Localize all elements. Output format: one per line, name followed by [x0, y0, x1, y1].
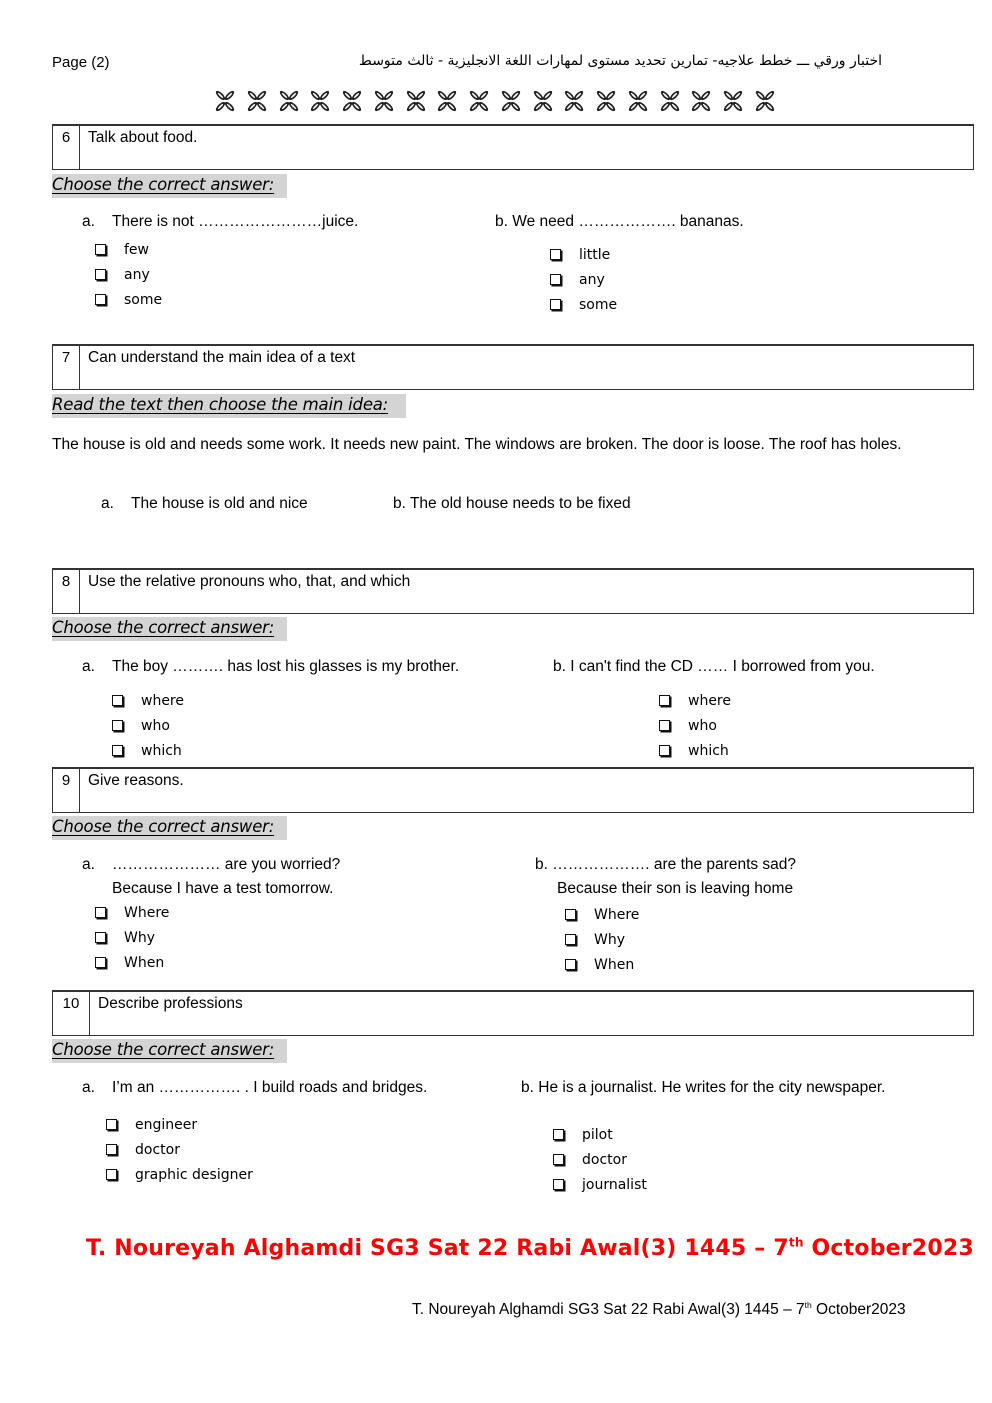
- question-label: a.: [82, 856, 95, 873]
- choice-text: The old house needs to be fixed: [409, 495, 631, 512]
- objective-number: 6: [53, 126, 80, 169]
- options-8a: [112, 688, 184, 763]
- option-label: When: [124, 954, 165, 971]
- teacher-signature: [86, 1236, 974, 1261]
- option[interactable]: [95, 287, 162, 312]
- checkbox-icon[interactable]: [95, 957, 106, 968]
- section-heading: Choose the correct answer:: [52, 617, 287, 641]
- checkbox-icon[interactable]: [553, 1179, 564, 1190]
- question-text: ………………… are you worried?: [112, 856, 341, 873]
- options-9b: [565, 902, 639, 977]
- option-label: where: [688, 692, 731, 709]
- floral-ornament-icon: [247, 90, 267, 112]
- question-label: a.: [82, 1079, 95, 1096]
- question-9a-subtext: Because I have a test tomorrow.: [112, 880, 334, 897]
- footer-text-end: October2023: [811, 1301, 906, 1318]
- option[interactable]: [106, 1137, 253, 1162]
- option-label: journalist: [582, 1176, 647, 1193]
- option[interactable]: [553, 1172, 647, 1197]
- question-label: a.: [82, 658, 95, 675]
- question-label: a.: [82, 213, 95, 230]
- question-10b: [521, 1079, 885, 1097]
- options-8b: [659, 688, 731, 763]
- option-label: little: [579, 246, 611, 263]
- option-label: pilot: [582, 1126, 613, 1143]
- option[interactable]: [95, 900, 169, 925]
- reading-passage: The house is old and needs some work. It needs new paint. The windows are broken. The door is loose. The roof has holes.: [52, 436, 902, 453]
- choice-7a[interactable]: [101, 495, 308, 513]
- option-label: which: [141, 742, 182, 759]
- options-6a: [95, 237, 162, 312]
- option[interactable]: [659, 738, 731, 763]
- choice-label: b.: [393, 495, 406, 512]
- question-9b: [535, 856, 796, 874]
- option[interactable]: [95, 237, 162, 262]
- objective-box-7: [52, 344, 974, 390]
- question-label: b.: [553, 658, 566, 675]
- choice-text: The house is old and nice: [131, 495, 308, 512]
- option[interactable]: [112, 688, 184, 713]
- checkbox-icon[interactable]: [106, 1144, 117, 1155]
- checkbox-icon[interactable]: [95, 244, 106, 255]
- option-label: where: [141, 692, 184, 709]
- checkbox-icon[interactable]: [106, 1169, 117, 1180]
- floral-ornament-icon: [533, 90, 553, 112]
- option[interactable]: [659, 713, 731, 738]
- option[interactable]: [95, 925, 169, 950]
- page-footer: [412, 1301, 906, 1319]
- option[interactable]: [112, 713, 184, 738]
- page-number: Page (2): [52, 54, 110, 71]
- checkbox-icon[interactable]: [550, 299, 561, 310]
- checkbox-icon[interactable]: [659, 745, 670, 756]
- section-heading: Read the text then choose the main idea:: [52, 394, 406, 418]
- floral-ornament-icon: [596, 90, 616, 112]
- objective-number: 9: [53, 769, 80, 812]
- option[interactable]: [112, 738, 184, 763]
- checkbox-icon[interactable]: [550, 274, 561, 285]
- objective-number: 7: [53, 346, 80, 389]
- objective-text: Can understand the main idea of a text: [88, 349, 356, 366]
- floral-ornament-icon: [279, 90, 299, 112]
- checkbox-icon[interactable]: [95, 294, 106, 305]
- option[interactable]: [659, 688, 731, 713]
- checkbox-icon[interactable]: [112, 720, 123, 731]
- floral-ornament-icon: [660, 90, 680, 112]
- question-text: I’m an ……………. . I build roads and bridges.: [112, 1079, 428, 1096]
- section-heading: Choose the correct answer:: [52, 816, 287, 840]
- question-text: We need ………………. bananas.: [512, 213, 744, 230]
- option[interactable]: [553, 1122, 647, 1147]
- checkbox-icon[interactable]: [95, 907, 106, 918]
- signature-text-end: October2023: [803, 1236, 974, 1261]
- floral-ornament-icon: [469, 90, 489, 112]
- floral-ornament-icon: [723, 90, 743, 112]
- checkbox-icon[interactable]: [565, 934, 576, 945]
- option-label: Why: [594, 931, 626, 948]
- floral-ornament-icon: [374, 90, 394, 112]
- option-label: Why: [124, 929, 156, 946]
- options-6b: [550, 242, 617, 317]
- option-label: few: [124, 241, 149, 258]
- option-label: any: [124, 266, 150, 283]
- checkbox-icon[interactable]: [112, 695, 123, 706]
- signature-text: T. Noureyah Alghamdi SG3 Sat 22 Rabi Awal(3) 1445 – 7: [86, 1236, 789, 1261]
- checkbox-icon[interactable]: [659, 695, 670, 706]
- checkbox-icon[interactable]: [550, 249, 561, 260]
- floral-ornament-icon: [691, 90, 711, 112]
- option-label: some: [124, 291, 163, 308]
- floral-ornament-icon: [406, 90, 426, 112]
- choice-7b[interactable]: [393, 495, 631, 513]
- question-8b: [553, 658, 875, 676]
- checkbox-icon[interactable]: [106, 1119, 117, 1130]
- option[interactable]: [95, 950, 169, 975]
- option[interactable]: [106, 1112, 253, 1137]
- question-9a: [82, 856, 340, 874]
- option[interactable]: [550, 292, 617, 317]
- floral-ornament-icon: [437, 90, 457, 112]
- option-label: doctor: [135, 1141, 180, 1158]
- option-label: Where: [124, 904, 170, 921]
- objective-text: Describe professions: [98, 995, 243, 1012]
- section-heading: Choose the correct answer:: [52, 174, 287, 198]
- option[interactable]: [95, 262, 162, 287]
- objective-number: 10: [53, 992, 90, 1035]
- floral-ornament-icon: [342, 90, 362, 112]
- question-text: There is not ……………………juice.: [112, 213, 359, 230]
- floral-ornament-icon: [310, 90, 330, 112]
- option-label: graphic designer: [135, 1166, 253, 1183]
- objective-box-6: [52, 124, 974, 170]
- document-title: اختبار ورقي ـــ خطط علاجيه- تمارين تحديد مستوى لمهارات اللغة الانجليزية - ثالث متوسط: [358, 53, 882, 69]
- floral-ornament-icon: [755, 90, 775, 112]
- option[interactable]: [565, 902, 639, 927]
- objective-box-8: [52, 568, 974, 614]
- objective-number: 8: [53, 570, 80, 613]
- option[interactable]: [565, 927, 639, 952]
- signature-ordinal: th: [788, 1235, 804, 1250]
- option-label: who: [141, 717, 170, 734]
- question-6a: [82, 213, 358, 231]
- options-9a: [95, 900, 169, 975]
- objective-text: Use the relative pronouns who, that, and which: [88, 573, 411, 590]
- option[interactable]: [565, 952, 639, 977]
- checkbox-icon[interactable]: [95, 269, 106, 280]
- checkbox-icon[interactable]: [553, 1154, 564, 1165]
- checkbox-icon[interactable]: [95, 932, 106, 943]
- option-label: any: [579, 271, 605, 288]
- question-8a: [82, 658, 459, 676]
- option-label: who: [688, 717, 717, 734]
- floral-ornament-icon: [628, 90, 648, 112]
- option-label: doctor: [582, 1151, 627, 1168]
- question-6b: [495, 213, 744, 231]
- question-9b-subtext: Because their son is leaving home: [557, 880, 794, 897]
- floral-ornament-icon: [501, 90, 521, 112]
- option-label: When: [594, 956, 635, 973]
- checkbox-icon[interactable]: [659, 720, 670, 731]
- floral-ornament-icon: [215, 90, 235, 112]
- option[interactable]: [550, 267, 617, 292]
- option-label: Where: [594, 906, 640, 923]
- option-label: which: [688, 742, 729, 759]
- question-label: b.: [535, 856, 548, 873]
- objective-text: Talk about food.: [88, 129, 198, 146]
- choice-label: a.: [101, 495, 114, 512]
- option[interactable]: [106, 1162, 253, 1187]
- question-text: ………………. are the parents sad?: [552, 856, 797, 873]
- option-label: engineer: [135, 1116, 198, 1133]
- options-10a: [106, 1112, 253, 1187]
- question-label: b.: [495, 213, 508, 230]
- question-label: b.: [521, 1079, 534, 1096]
- option[interactable]: [553, 1147, 647, 1172]
- objective-box-9: [52, 767, 974, 813]
- floral-ornament-icon: [564, 90, 584, 112]
- question-text: I can't find the CD …… I borrowed from you.: [570, 658, 875, 675]
- footer-text: T. Noureyah Alghamdi SG3 Sat 22 Rabi Awal(3) 1445 – 7: [412, 1301, 805, 1318]
- option[interactable]: [550, 242, 617, 267]
- checkbox-icon[interactable]: [565, 959, 576, 970]
- checkbox-icon[interactable]: [565, 909, 576, 920]
- objective-box-10: [52, 990, 974, 1036]
- options-10b: [553, 1122, 647, 1197]
- ornament-divider: [215, 88, 775, 114]
- footer-ordinal: th: [804, 1299, 812, 1310]
- objective-text: Give reasons.: [88, 772, 184, 789]
- section-heading: Choose the correct answer:: [52, 1039, 287, 1063]
- question-text: The boy ………. has lost his glasses is my brother.: [112, 658, 460, 675]
- checkbox-icon[interactable]: [112, 745, 123, 756]
- question-text: He is a journalist. He writes for the city newspaper.: [538, 1079, 886, 1096]
- option-label: some: [579, 296, 618, 313]
- checkbox-icon[interactable]: [553, 1129, 564, 1140]
- question-10a: [82, 1079, 427, 1097]
